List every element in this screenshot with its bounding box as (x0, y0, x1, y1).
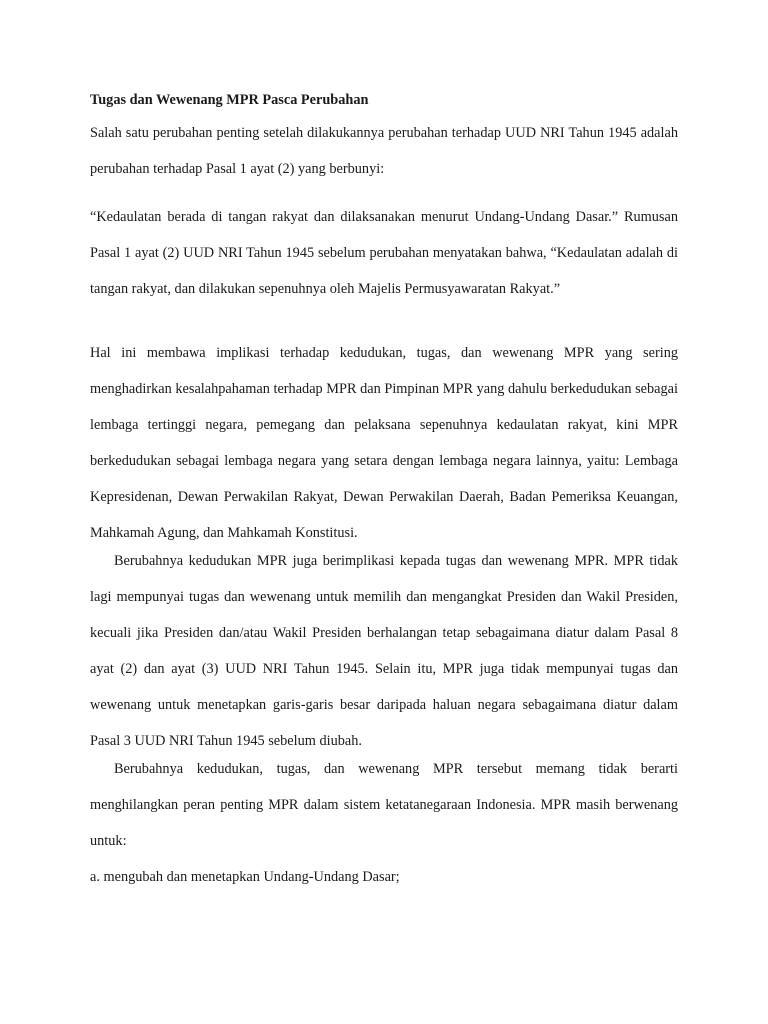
document-heading: Tugas dan Wewenang MPR Pasca Perubahan (90, 92, 369, 108)
paragraph-3: Hal ini membawa implikasi terhadap kedudukan, tugas, dan wewenang MPR yang sering menghadirkan kesalahpahaman terhadap MPR dan Pimpinan MPR yang dahulu berkedudukan sebagai lembaga tertinggi negara, pemegang dan pelaksana sepenuhnya kedaulatan rakyat, kini MPR berkedudukan sebagai lembaga negara yang setara dengan lembaga negara lainnya, yaitu: Lembaga Kepresidenan, Dewan Perwakilan Rakyat, Dewan Perwakilan Daerah, Badan Pemeriksa Keuangan, Mahkamah Agung, dan Mahkamah Konstitusi. (90, 345, 678, 541)
paragraph-1: Salah satu perubahan penting setelah dilakukannya perubahan terhadap UUD NRI Tahun 1945 adalah perubahan terhadap Pasal 1 ayat (2) yang berbunyi: (90, 125, 678, 177)
paragraph-5: Berubahnya kedudukan, tugas, dan wewenang MPR tersebut memang tidak berarti menghilangkan peran penting MPR dalam sistem ketatanegaraan Indonesia. MPR masih berwenang untuk: (90, 761, 678, 849)
paragraph-4: Berubahnya kedudukan MPR juga berimplikasi kepada tugas dan wewenang MPR. MPR tidak lagi mempunyai tugas dan wewenang untuk memilih dan mengangkat Presiden dan Wakil Presiden, kecuali jika Presiden dan/atau Wakil Presiden berhalangan tetap sebagaimana diatur dalam Pasal 8 ayat (2) dan ayat (3) UUD NRI Tahun 1945. Selain itu, MPR juga tidak mempunyai tugas dan wewenang untuk menetapkan garis-garis besar daripada haluan negara sebagaimana diatur dalam Pasal 3 UUD NRI Tahun 1945 sebelum diubah. (90, 553, 678, 749)
list-item: a. mengubah dan menetapkan Undang-Undang Dasar; (90, 869, 400, 885)
paragraph-2: “Kedaulatan berada di tangan rakyat dan dilaksanakan menurut Undang-Undang Dasar.” Rumusan Pasal 1 ayat (2) UUD NRI Tahun 1945 sebelum perubahan menyatakan bahwa, “Kedaulatan adalah di tangan rakyat, dan dilakukan sepenuhnya oleh Majelis Permusyawaratan Rakyat.” (90, 209, 678, 297)
document-page (90, 0, 678, 1024)
